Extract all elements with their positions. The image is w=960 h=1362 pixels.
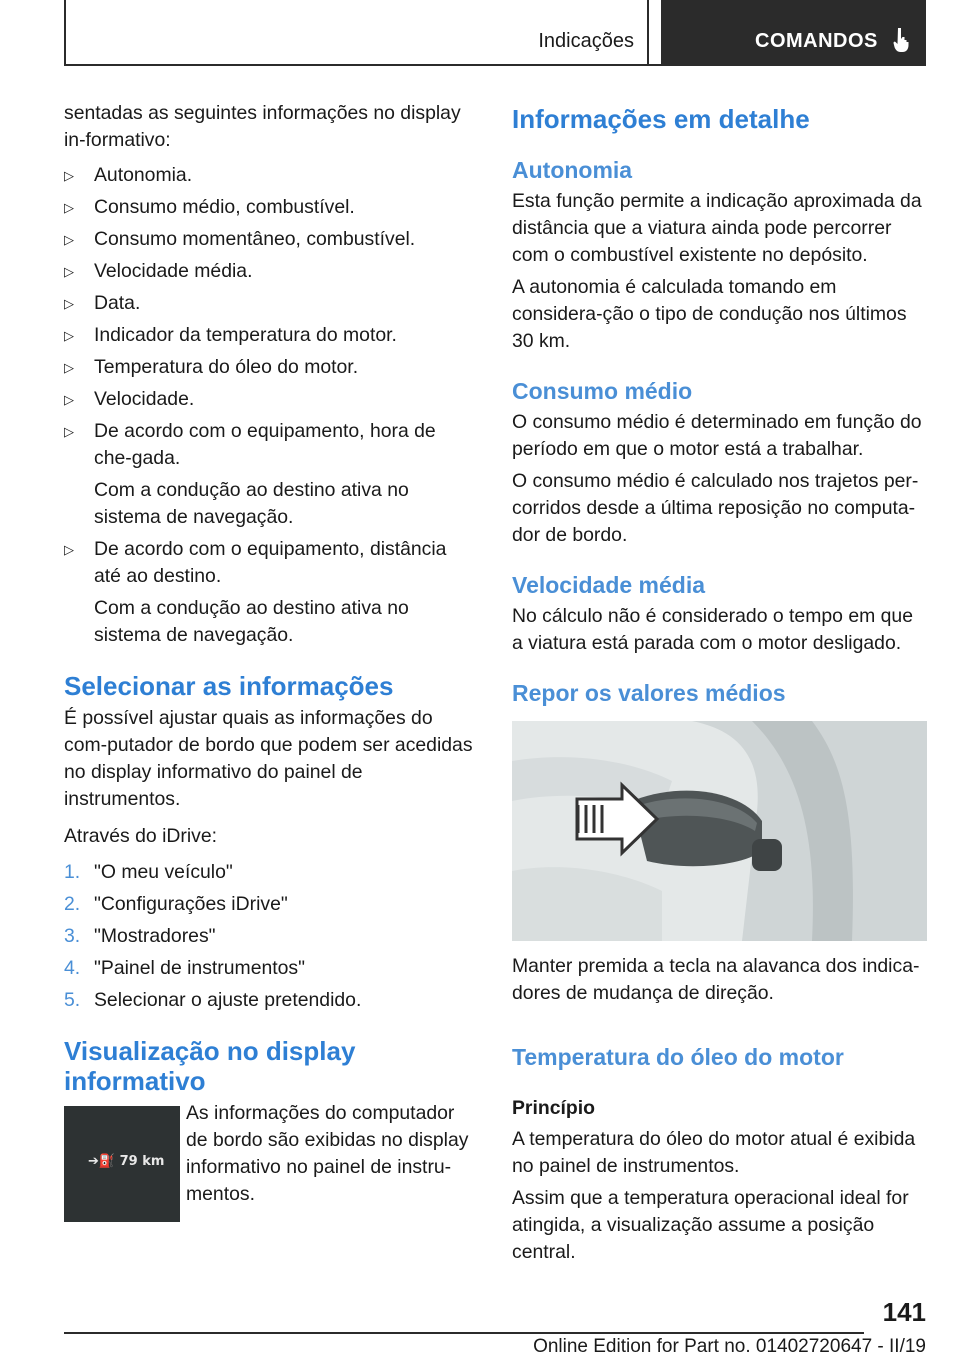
hand-pointer-icon — [893, 27, 915, 53]
step-item — [64, 987, 476, 1014]
step-item — [64, 955, 476, 982]
step-number: 3. — [64, 925, 81, 947]
page-number: 141 — [882, 1297, 926, 1327]
list-item — [64, 354, 476, 381]
display-block — [64, 1102, 476, 1224]
triangle-bullet-icon: ▷ — [64, 542, 74, 557]
autonomia-heading: Autonomia — [512, 157, 633, 183]
list-item — [64, 194, 476, 221]
list-item-text: Temperatura do óleo do motor. — [94, 356, 359, 378]
header-chapter-title: COMANDOS — [755, 30, 878, 52]
idrive-intro: Através do iDrive: — [64, 825, 218, 847]
list-item — [64, 258, 476, 285]
step-text: "Mostradores" — [94, 925, 216, 947]
velocidade-paragraph: No cálculo não é considerado o tempo em que a viatura está parada com o motor desligado. — [512, 605, 913, 654]
step-number: 2. — [64, 893, 81, 915]
triangle-bullet-icon: ▷ — [64, 328, 74, 343]
consumo-paragraph-2: O consumo médio é calculado nos trajetos per-corridos desde a última reposição no computa-dor de bordo. — [512, 470, 919, 546]
triangle-bullet-icon: ▷ — [64, 424, 74, 439]
footer-rule — [64, 1332, 864, 1334]
triangle-bullet-icon: ▷ — [64, 360, 74, 375]
step-item — [64, 859, 476, 886]
step-text: "Configurações iDrive" — [94, 893, 288, 915]
header-section-title: Indicações — [538, 30, 634, 52]
right-column — [512, 100, 927, 1266]
repor-heading: Repor os valores médios — [512, 680, 786, 706]
header-section-box — [64, 0, 649, 64]
details-heading: Informações em detalhe — [512, 104, 810, 134]
principio-subheading: Princípio — [512, 1097, 595, 1119]
triangle-bullet-icon: ▷ — [64, 168, 74, 183]
list-item-text: Autonomia. — [94, 164, 193, 186]
select-info-paragraph: É possível ajustar quais as informações do com-putador de bordo que podem ser acedidas no display informativo do painel de instrumentos. — [64, 707, 473, 810]
list-item — [64, 536, 476, 649]
triangle-bullet-icon: ▷ — [64, 296, 74, 311]
header-rule — [64, 64, 926, 66]
list-item — [64, 162, 476, 189]
step-number: 1. — [64, 861, 81, 883]
lever-illustration — [512, 721, 927, 941]
header-chapter-tab — [661, 0, 926, 66]
display-view-paragraph: As informações do computador de bordo são exibidas no display informativo no painel de instru-mentos. — [186, 1102, 469, 1205]
step-text: Selecionar o ajuste pretendido. — [94, 989, 362, 1011]
step-item — [64, 891, 476, 918]
step-text: "Painel de instrumentos" — [94, 957, 306, 979]
list-item-text: De acordo com o equipamento, distância até ao destino. — [94, 538, 447, 587]
left-column — [64, 100, 476, 1224]
list-item — [64, 322, 476, 349]
list-item — [64, 290, 476, 317]
display-view-heading: Visualização no display informativo — [64, 1036, 356, 1096]
autonomia-paragraph-1: Esta função permite a indicação aproximada da distância que a viatura ainda pode percorrer com o combustível existente no depósito. — [512, 190, 922, 266]
step-number: 5. — [64, 989, 81, 1011]
step-text: "O meu veículo" — [94, 861, 233, 883]
intro-paragraph: sentadas as seguintes informações no display in-formativo: — [64, 102, 461, 151]
velocidade-heading: Velocidade média — [512, 572, 706, 598]
step-number: 4. — [64, 957, 81, 979]
list-item-note: Com a condução ao destino ativa no sistema de navegação. — [94, 597, 409, 646]
consumo-heading: Consumo médio — [512, 378, 693, 404]
triangle-bullet-icon: ▷ — [64, 232, 74, 247]
autonomia-paragraph-2: A autonomia é calculada tomando em considera-ção o tipo de condução nos últimos 30 km. — [512, 276, 907, 352]
edition-text: Online Edition for Part no. 01402720647 - II/19 — [533, 1336, 926, 1357]
list-item-text: Velocidade média. — [94, 260, 253, 282]
oleo-paragraph-2: Assim que a temperatura operacional ideal for atingida, a visualização assume a posição central. — [512, 1187, 909, 1263]
oleo-heading: Temperatura do óleo do motor — [512, 1044, 844, 1070]
idrive-steps — [64, 859, 476, 1014]
figure-caption: Manter premida a tecla na alavanca dos indica-dores de mudança de direção. — [512, 955, 920, 1004]
range-value: 79 km — [119, 1154, 165, 1169]
list-item — [64, 418, 476, 531]
list-item-text: Consumo médio, combustível. — [94, 196, 355, 218]
list-item-text: Indicador da temperatura do motor. — [94, 324, 397, 346]
oleo-paragraph-1: A temperatura do óleo do motor atual é exibida no painel de instrumentos. — [512, 1128, 916, 1177]
info-display-image — [64, 1106, 180, 1222]
list-item-text: De acordo com o equipamento, hora de che-gada. — [94, 420, 436, 469]
fuel-range-icon: ➔⛽ — [88, 1154, 120, 1169]
list-item-text: Consumo momentâneo, combustível. — [94, 228, 416, 250]
triangle-bullet-icon: ▷ — [64, 392, 74, 407]
list-item — [64, 386, 476, 413]
list-item-note: Com a condução ao destino ativa no sistema de navegação. — [94, 479, 409, 528]
turn-signal-lever-figure — [512, 721, 927, 941]
list-item-text: Data. — [94, 292, 141, 314]
triangle-bullet-icon: ▷ — [64, 200, 74, 215]
list-item — [64, 226, 476, 253]
info-bullet-list — [64, 162, 476, 649]
consumo-paragraph-1: O consumo médio é determinado em função do período em que o motor está a trabalhar. — [512, 411, 922, 460]
range-readout — [88, 1154, 164, 1169]
list-item-text: Velocidade. — [94, 388, 195, 410]
select-info-heading: Selecionar as informações — [64, 671, 394, 701]
step-item — [64, 923, 476, 950]
triangle-bullet-icon: ▷ — [64, 264, 74, 279]
